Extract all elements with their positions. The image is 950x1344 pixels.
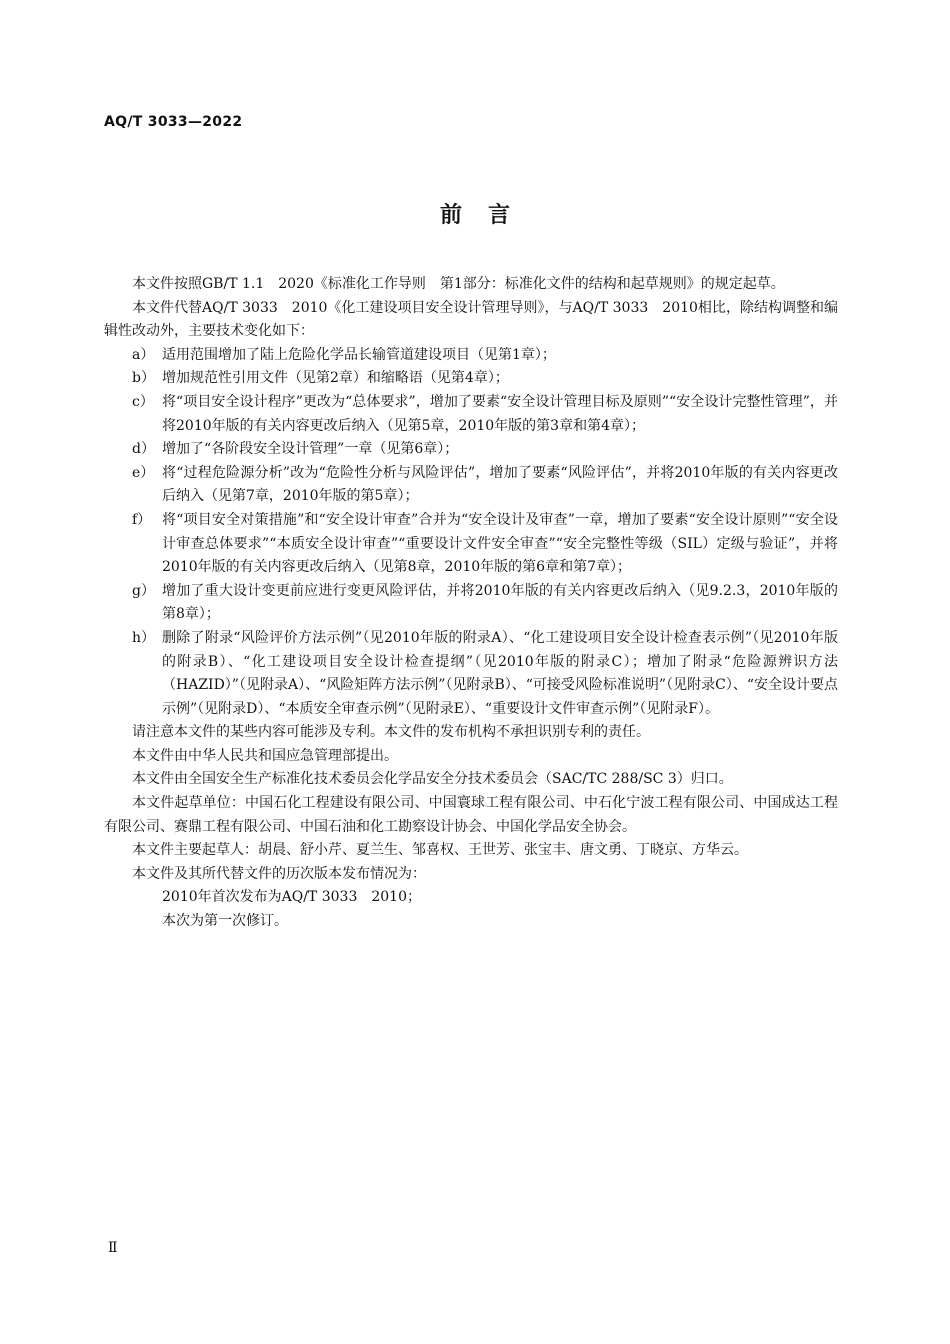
patent-note: 请注意本文件的某些内容可能涉及专利。本文件的发布机构不承担识别专利的责任。 [132,724,650,741]
list-item-label: a） [132,346,155,363]
list-item [104,344,838,368]
history-item: 本次为第一次修订。 [162,913,288,930]
list-item-label: c） [132,393,154,410]
drafters-note: 本文件主要起草人：胡晨、舒小芹、夏兰生、邹喜权、王世芳、张宝丰、唐文勇、丁晓京、方华云。 [132,842,748,859]
list-item-text: 增加了重大设计变更前应进行变更风险评估，并将2010年版的有关内容更改后纳入（见9.2.3，2010年版的第8章）； [162,582,838,623]
list-item-label: h） [132,629,156,646]
list-item-label: d） [132,441,155,458]
list-item-label: f） [132,511,152,528]
list-item-text: 增加了“各阶段安全设计管理”一章（见第6章）； [162,441,459,458]
list-item-text: 将“项目安全设计程序”更改为“总体要求”，增加了要素“安全设计管理目标及原则”“安全设计完整性管理”，并将2010年版的有关内容更改后纳入（见第5章，2010年版的第3章和第4章）； [162,393,838,434]
list-item [104,367,838,391]
list-item-text: 将“过程危险源分析”改为“危险性分析与风险评估”，增加了要素“风险评估”，并将2010年版的有关内容更改后纳入（见第7章，2010年版的第5章）； [162,464,838,505]
list-item-text: 增加规范性引用文件（见第2章）和缩略语（见第4章）； [162,370,509,387]
list-item [104,509,838,580]
list-item-label: g） [132,582,155,599]
list-item [104,438,838,462]
history-item: 2010年首次发布为AQ/T 3033 2010； [162,889,421,906]
list-item-text: 将“项目安全对策措施”和“安全设计审查”合并为“安全设计及审查”一章，增加了要素“安全设计原则”“安全设计审查总体要求”“本质安全设计审查”“重要设计文件安全审查”“安全完整性等级（SIL）定级与验证”，并将2010年版的有关内容更改后纳入（见第8章，2010年版的第6章和第7章）； [162,511,838,576]
list-item-text: 删除了附录“风险评价方法示例”（见2010年版的附录A）、“化工建设项目安全设计检查表示例”（见2010年版的附录B）、“化工建设项目安全设计检查提纲”（见2010年版的附录C）；增加了附录“危险源辨识方法（HAZID）”（见附录A）、“风险矩阵方法示例”（见附录B）、“可接受风险标准说明”（见附录C）、“安全设计要点示例”（见附录D）、“本质安全审查示例”（见附录E）、“重要设计文件审查示例”（见附录F）。 [162,629,838,717]
proposer-note: 本文件由中华人民共和国应急管理部提出。 [132,747,398,764]
list-item-label: e） [132,464,155,481]
drafting-units-note: 本文件起草单位：中国石化工程建设有限公司、中国寰球工程有限公司、中石化宁波工程有限公司、中国成达工程有限公司、赛鼎工程有限公司、中国石油和化工勘察设计协会、中国化学品安全协会。 [104,795,838,835]
list-item-label: b） [132,370,155,387]
page-title: 前言 [439,203,536,228]
list-item [104,580,838,627]
document-body [104,273,838,934]
history-intro: 本文件及其所代替文件的历次版本发布情况为： [132,865,426,882]
list-item [104,391,838,438]
intro-paragraph-standard: 本文件按照GB/T 1.1 2020《标准化工作导则 第1部分：标准化文件的结构和起草规则》的规定起草。 [132,276,785,292]
committee-note: 本文件由全国安全生产标准化技术委员会化学品安全分技术委员会（SAC/TC 288/SC 3）归口。 [132,771,733,788]
list-item [104,462,838,509]
list-item [104,627,838,721]
page-number: Ⅱ [108,1240,118,1256]
intro-paragraph-replaces: 本文件代替AQ/T 3033 2010《化工建设项目安全设计管理导则》，与AQ/T 3033 2010相比，除结构调整和编辑性改动外，主要技术变化如下： [104,299,838,340]
list-item-text: 适用范围增加了陆上危险化学品长输管道建设项目（见第1章）； [162,346,556,363]
changes-list [104,344,838,722]
document-code: AQ/T 3033—2022 [104,114,243,130]
